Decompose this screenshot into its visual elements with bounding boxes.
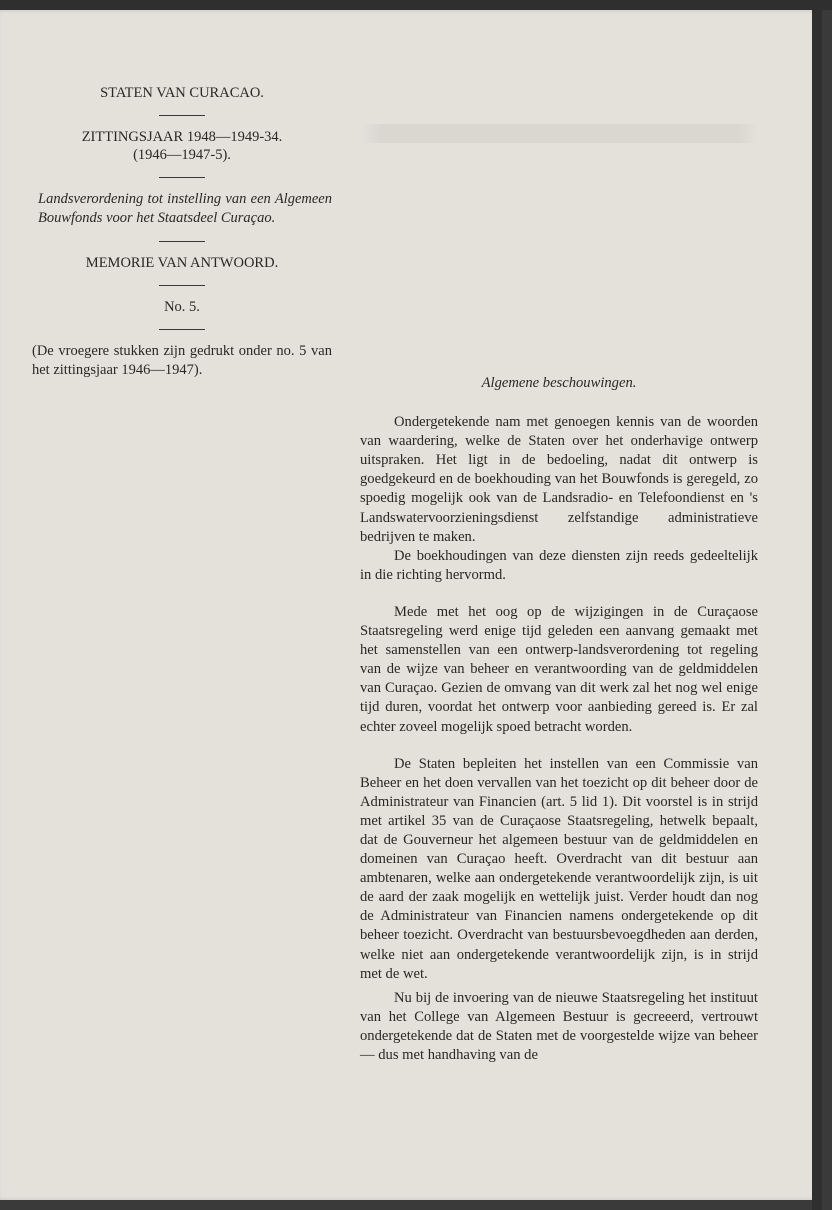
session-line-1: ZITTINGSJAAR 1948—1949-34.	[81, 129, 283, 145]
bleed-through-texture	[360, 86, 758, 143]
paragraph-5: Nu bij de invoering van de nieuwe Staatsregeling het instituut van het College van Algemeen Bestuur is gecreeerd, vertrouwt ondergetekende dat de Staten met de voorgestelde wijze van beheer — dus met handhaving van de	[360, 989, 758, 1063]
divider	[159, 115, 205, 116]
paragraph-3: Mede met het oog op de wijzigingen in de Curaçaose Staatsregeling werd enige tijd geleden een aanvang gemaakt met het samenstellen van een ontwerp-landsverordening tot regeling van de wijze van beheer en verantwoording van de geldmiddelen van Curaçao. Gezien de omvang van dit werk zal het nog wel enige tijd duren, voordat het ontwerp voor aanbieding gereed is. Er zal echter zoveel mogelijk spoed betracht worden.	[360, 603, 758, 735]
divider	[159, 329, 205, 330]
paragraph-1: Ondergetekende nam met genoegen kennis van de woorden van waardering, welke de Staten over het onderhavige ontwerp uitspraken. Het ligt in de bedoeling, nadat dit ontwerp is goedgekeurd en de boekhouding van het Bouwfonds is geregeld, zo spoedig mogelijk ook van de Landsradio- en Telefoondienst en 's Landswatervoorzieningsdienst zelfstandige administratieve bedrijven te maken.	[360, 414, 758, 545]
scan-border-right	[812, 10, 822, 1210]
document-title: STATEN VAN CURACAO.	[100, 85, 264, 101]
session-line-2: (1946—1947-5).	[133, 147, 231, 163]
document-subject: Landsverordening tot instelling van een Algemeen Bouwfonds voor het Staatsdeel Curaçao.	[38, 191, 332, 226]
section-title: Algemene beschouwingen.	[481, 375, 637, 391]
scan-border-top	[0, 0, 832, 10]
divider	[159, 285, 205, 286]
paragraph-2: De boekhoudingen van deze diensten zijn reeds gedeeltelijk in die richting hervormd.	[360, 547, 758, 583]
left-column-header	[32, 84, 332, 380]
divider	[159, 177, 205, 178]
document-type: MEMORIE VAN ANTWOORD.	[85, 255, 279, 271]
right-column-body	[360, 374, 758, 1065]
divider	[159, 241, 205, 242]
paragraph-4: De Staten bepleiten het instellen van een Commissie van Beheer en het doen vervallen van het toezicht op dit beheer door de Administrateur van Financien (art. 5 lid 1). Dit voorstel is in strijd met artikel 35 van de Curaçaose Staatsregeling, hetwelk bepaalt, dat de Gouverneur het algemeen bestuur van de geldmiddelen en domeinen van Curaçao heeft. Overdracht van dit bestuur aan ambtenaren, welke aan ondergetekende verantwoordelijk zijn, is uit de aard der zaak mogelijk en wettelijk juist. Verder houdt dan nog de Administrateur van Financien namens ondergetekende op dit beheer toezicht. Overdracht van bestuursbevoegdheden aan derden, welke niet aan ondergetekende verantwoordelijk zijn, is in strijd met de wet.	[360, 755, 758, 982]
document-number: No. 5.	[164, 299, 200, 315]
prior-documents-note: (De vroegere stukken zijn gedrukt onder no. 5 van het zittingsjaar 1946—1947).	[32, 343, 332, 378]
